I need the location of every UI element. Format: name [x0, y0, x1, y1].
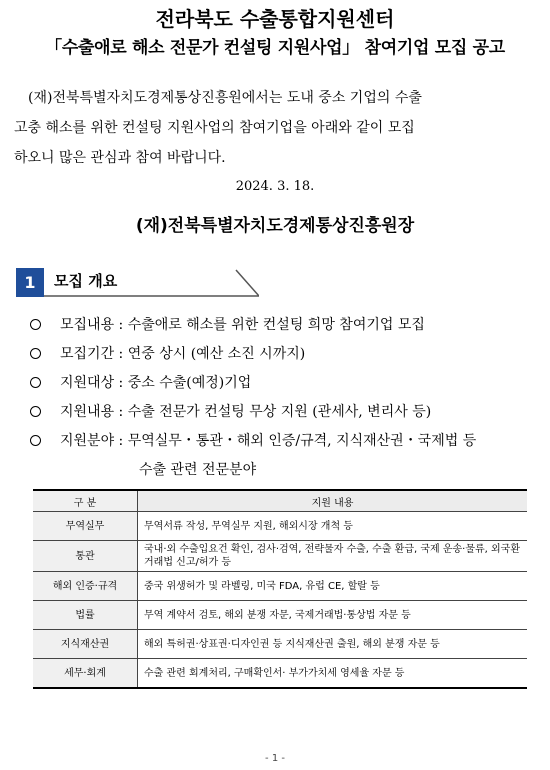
intro-line: 고충 해소를 위한 컨설팅 지원사업의 참여기업을 아래와 같이 모집: [14, 120, 415, 136]
overview-list: [30, 311, 545, 485]
notice-title-line2: 「수출애로 해소 전문가 컨설팅 지원사업」 참여기업 모집 공고: [45, 38, 505, 58]
notice-title-line1: 전라북도 수출통합지원센터: [155, 7, 395, 31]
section-heading: [16, 268, 259, 297]
circle-bullet-icon: [30, 406, 41, 417]
list-item-text: 모집기간 : 연중 상시 (예산 소진 시까지): [60, 346, 306, 362]
table-cell-content: 중국 위생허가 및 라벨링, 미국 FDA, 유럽 CE, 할랄 등: [138, 572, 528, 601]
list-item: [30, 427, 545, 485]
list-item-continuation: 수출 관련 전문분야: [139, 462, 257, 478]
table-cell-content: 수출 관련 회계처리, 구매확인서· 부가가치세 영세율 자문 등: [138, 659, 528, 689]
announcement-date: 2024. 3. 18.: [235, 179, 315, 194]
list-item-text: 모집내용 : 수출애로 해소를 위한 컨설팅 희망 참여기업 모집: [60, 317, 425, 333]
issuing-organization: (재)전북특별자치도경제통상진흥원장: [135, 216, 415, 236]
table-row: [33, 572, 527, 601]
table-row: [33, 601, 527, 630]
list-item: [30, 340, 545, 369]
table-header-category: 구 분: [33, 490, 138, 512]
section-title: 모집 개요: [54, 272, 118, 290]
section-underline-decoration: [16, 268, 259, 297]
list-item: [30, 369, 545, 398]
intro-paragraph: [14, 83, 540, 173]
list-item-text: 지원대상 : 중소 수출(예정)기업: [60, 375, 252, 391]
table-header-content: 지원 내용: [138, 490, 528, 512]
list-item-text: 지원분야 : 무역실무・통관・해외 인증/규격, 지식재산권・국제법 등: [60, 433, 477, 449]
table-header-row: [33, 490, 527, 512]
intro-line: 하오니 많은 관심과 참여 바랍니다.: [14, 150, 226, 166]
list-item: [30, 398, 545, 427]
circle-bullet-icon: [30, 435, 41, 446]
table-cell-category: 법률: [33, 601, 138, 630]
support-areas-table: [33, 489, 527, 689]
table-cell-category: 통관: [33, 541, 138, 572]
table-row: [33, 541, 527, 572]
circle-bullet-icon: [30, 348, 41, 359]
list-item-text: 지원내용 : 수출 전문가 컨설팅 무상 지원 (관세사, 변리사 등): [60, 404, 432, 420]
table-cell-category: 해외 인증·규격: [33, 572, 138, 601]
circle-bullet-icon: [30, 377, 41, 388]
intro-line: (재)전북특별자치도경제통상진흥원에서는 도내 중소 기업의 수출: [28, 90, 422, 106]
list-item: [30, 311, 545, 340]
table-cell-category: 세무·회계: [33, 659, 138, 689]
table-row: [33, 659, 527, 689]
table-cell-content: 무역서류 작성, 무역실무 지원, 해외시장 개척 등: [138, 512, 528, 541]
table-cell-category: 지식재산권: [33, 630, 138, 659]
table-cell-content: 무역 계약서 검토, 해외 분쟁 자문, 국제거래법·통상법 자문 등: [138, 601, 528, 630]
page-number: - 1 -: [265, 753, 285, 764]
table-row: [33, 512, 527, 541]
table-cell-content: 해외 특허권·상표권·디자인권 등 지식재산권 출원, 해외 분쟁 자문 등: [138, 630, 528, 659]
table-cell-content: 국내·외 수출입요건 확인, 검사·검역, 전략물자 수출, 수출 환급, 국제 운송·물류, 외국환거래법 신고/허가 등: [138, 541, 528, 572]
section-number-badge: 1: [16, 268, 44, 297]
circle-bullet-icon: [30, 319, 41, 330]
table-row: [33, 630, 527, 659]
table-cell-category: 무역실무: [33, 512, 138, 541]
